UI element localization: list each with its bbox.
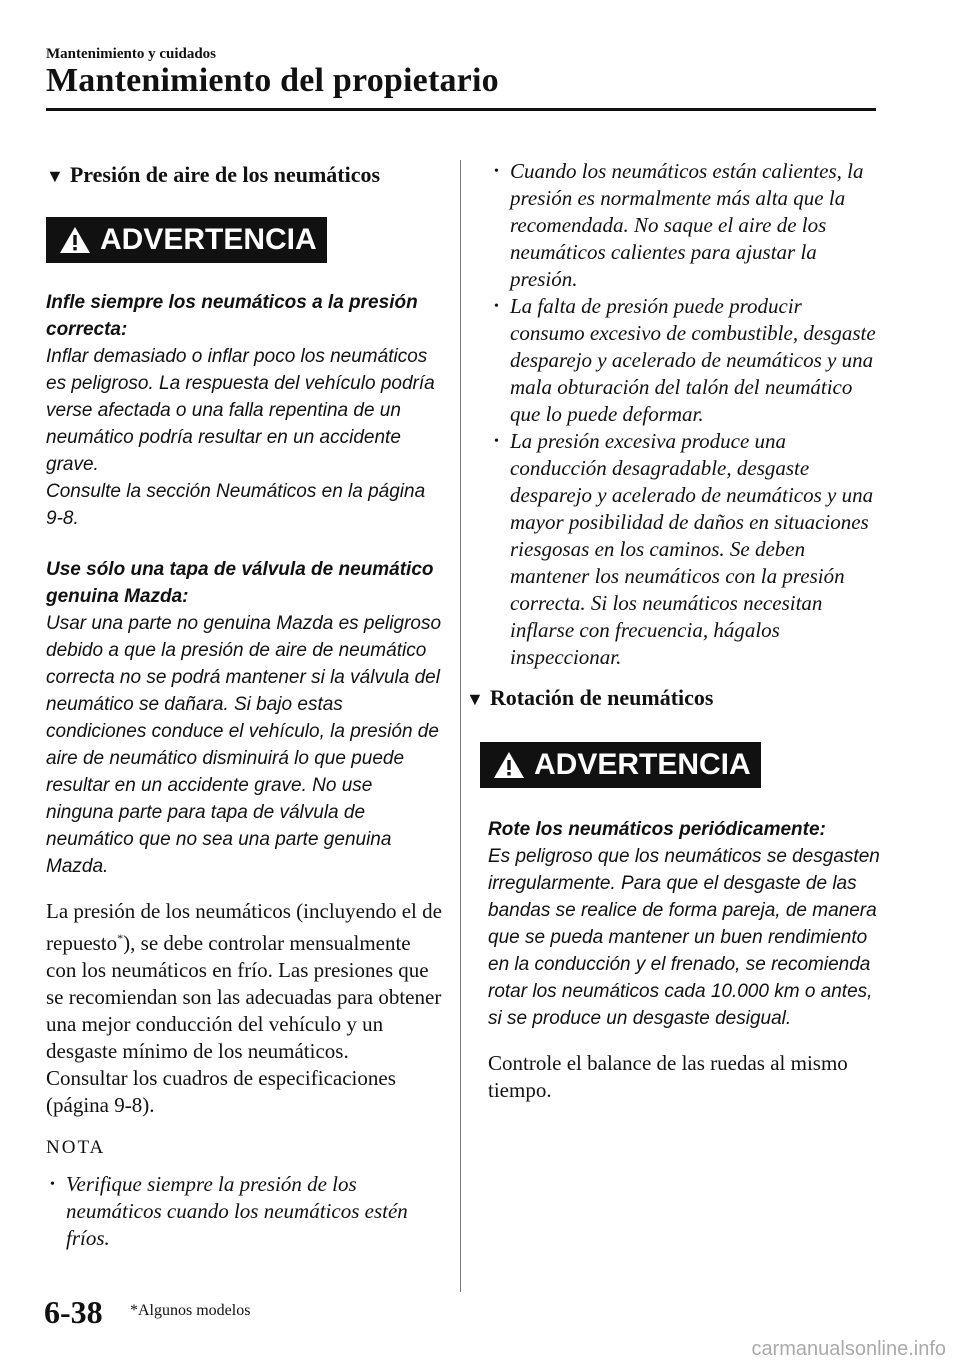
left-column [46,160,442,1252]
warning-3-title: Rote los neumáticos periódicamente: [488,819,826,840]
header-rule [46,108,876,111]
spec-reference: Consultar los cuadros de especificaciones (página 9-8). [46,1066,396,1117]
section-label: Mantenimiento y cuidados [46,46,217,62]
warning-1-title: Infle siempre los neumáticos a la presión correcta: [46,292,418,340]
warning-box-2 [480,742,880,788]
nota-list-continued [490,158,880,671]
watermark: carmanualsonline.info [751,1338,946,1360]
footnote: *Algunos modelos [130,1302,251,1319]
warning-1-text: Inflar demasiado o inflar poco los neumáticos es peligroso. La respuesta del vehículo podría verse afectada o una falla repentina de un neumático podría resultar en un accidente grave. [46,346,435,475]
warning-badge: ADVERTENCIA [480,742,761,788]
right-column [466,158,880,1104]
warning-triangle-icon [58,225,92,255]
pressure-body-text: La presión de los neumáticos (incluyendo el de repuesto*), se debe controlar mensualmente con los neumáticos en frío. Las presiones que se recomiendan son las adecuadas para obtener una mejor conducción del vehículo y un desgaste mínimo de los neumáticos. [46,899,442,1063]
list-item: • La presión excesiva produce una conducción desagradable, desgaste desparejo y acelerado de neumáticos y una mayor posibilidad de daños en situaciones riesgosas en los caminos. Se deben mantener los neumáticos con la presión correcta. Si los neumáticos necesitan inflarse con frecuencia, hágalos inspeccionar. [490,428,880,671]
column-divider [460,160,461,1292]
list-item: • La falta de presión puede producir consumo excesivo de combustible, desgaste desparejo y acelerado de neumáticos y una mala obturación del talón del neumático que lo puede deformar. [490,293,880,428]
warning-2-text: Usar una parte no genuina Mazda es peligroso debido a que la presión de aire de neumático correcta no se podrá mantener si la válvula del neumático se dañara. Si bajo estas condiciones conduce el vehículo, la presión de aire de neumático disminuirá lo que puede resultar en un accidente grave. No use ninguna parte para tapa de válvula de neumático que no sea una parte genuina Mazda. [46,613,442,877]
triangle-down-icon: ▼ [46,166,64,186]
triangle-down-icon: ▼ [466,689,484,709]
warning-1-reference: Consulte la sección Neumáticos en la página 9-8. [46,481,426,529]
tire-pressure-heading: ▼ Presión de aire de los neumáticos [46,162,381,187]
page-title: Mantenimiento del propietario [46,62,499,99]
tire-rotation-heading: ▼ Rotación de neumáticos [466,685,714,710]
list-item: • Verifique siempre la presión de los neumáticos cuando los neumáticos estén fríos. [46,1171,442,1252]
warning-badge: ADVERTENCIA [46,217,327,263]
nota-label: NOTA [46,1137,106,1158]
warning-box-1 [46,217,442,263]
page-number: 6-38 [44,1294,103,1330]
wheel-balance-text: Controle el balance de las ruedas al mismo tiempo. [488,1051,848,1102]
warning-3-text: Es peligroso que los neumáticos se desgasten irregularmente. Para que el desgaste de las bandas se realice de forma pareja, de manera que se pueda mantener un buen rendimiento en la conducción y el frenado, se recomienda rotar los neumáticos cada 10.000 km o antes, si se produce un desgaste desigual. [488,846,880,1029]
warning-triangle-icon [492,750,526,780]
warning-2-title: Use sólo una tapa de válvula de neumático genuina Mazda: [46,559,434,607]
list-item: • Cuando los neumáticos están calientes, la presión es normalmente más alta que la recomendada. No saque el aire de los neumáticos calientes para ajustar la presión. [490,158,880,293]
nota-list [46,1171,442,1252]
footnote-marker: * [117,931,124,945]
